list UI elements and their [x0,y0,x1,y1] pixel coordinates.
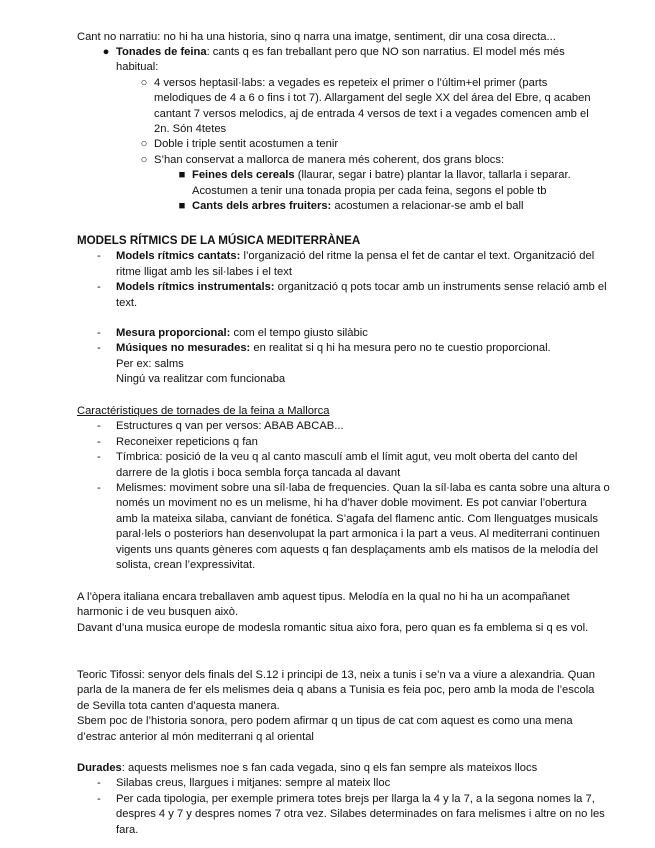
tonades-section [0,45,655,214]
caract-title: Caractéristiques de tornades de la feina a Mallorca [77,405,330,417]
tonades-block-item: ■ Feines dels cereals (llaurar, segar i batre) plantar la llavor, tallarla i separar. Acostumen a tenir una tonada propia per cada feina, segons el poble tb [192,168,605,199]
bullet-circle-icon: ○ [140,138,148,151]
durades-section [0,761,655,838]
dash-icon: - [97,435,101,448]
durades-item: - Per cada tipologia, per exemple primera totes brejs per llarga la 4 y la 7, a la segona nomes la 7, despres 4 y 7 y despres nomes 7 otra vez. Silabes determinades on fara melismes i altre on no les fara. [97,792,605,836]
caract-item: - Reconeixer repeticions q fan [116,435,611,450]
models-item: - Mesura proporcional: com el tempo giusto silàbic [116,326,607,341]
caract-item: - Estructures q van per versos: ABAB ABCAB... [116,419,611,434]
teoric-paragraph: Sbem poc de l’historia sonora, pero podem afirmar q un tipus de cat com aquest es como una mena d’estrac anterior al món mediterrani q al oriental [77,715,573,743]
opera-paragraph: Davant d’una musica europe de modesla romantic situa aixo fora, pero quan es fa emblema si q es vol. [77,621,589,634]
tonades-sub-item: ○ Doble i triple sentit acostumen a tenir [154,137,607,152]
bullet-circle-icon: ○ [140,153,148,166]
tonades-sub-item: ○ 4 versos heptasil·labs: a vegades es repeteix el primer o l’últim+el primer (parts melodiques de 4 a 6 o fins i tot 7). Allargament del segle XX del área del Ebre, q acaben cantant 7 versos melodics, aj de entrada 4 versos de text i a vegades comencen amb el 2n. Són 4tetes [154,76,607,138]
caract-section [0,404,655,573]
models-section [0,233,655,388]
models-item: - Músiques no mesurades: en realitat si q hi ha mesura pero no te cuestio proporcional. Per ex: salms Ningú va realitzar com funcionaba [97,342,551,386]
durades-item: - Silabas creus, llargues i mitjanes: sempre al mateix lloc [116,776,607,791]
opera-paragraph: A l’òpera italiana encara treballaven amb aquest tipus. Melodía en la qual no hi ha un acompañanet harmonic i de veu busquen això. [77,591,570,619]
bullet-square-icon: ■ [178,200,186,213]
dash-icon: - [97,327,101,340]
caract-item: - Melismes: moviment sobre una síl·laba de frequencies. Quan la síl·laba es canta sobre una altura o només un moviment no es un melisme, hi ha d’haver doble moviment. Es pot canviar l’obertura amb la mateixa silaba, canviant de fonética. S’agafa del flamenc antic. Com llenguatges musicals paral·lels o posteriors han desenvolupat la part armonica i la part a veus. Al mediterrani continuen vigents uns quants gèneres com aquests q fan desplaçaments amb els matisos de la melodía del solista, crean l’expressivitat. [97,482,610,572]
durades-paragraph: Durades: aquests melismes noe s fan cada vegada, sino q els fan sempre als mateixos llocs [77,762,538,774]
models-item: - Models rítmics cantats: l’organizació del ritme la pensa el fet de cantar el text. Organització del ritme lligat amb les sil·labes i el text [97,250,595,278]
tonades-label: Tonades de feina [116,46,207,58]
teoric-section [0,668,655,745]
dash-icon: - [97,420,101,433]
dash-icon: - [97,777,101,790]
dash-icon: - [97,792,101,805]
models-item: - Models rítmics instrumentals: organització q pots tocar amb un instruments sense relació amb el text. [97,281,607,309]
bullet-dot-icon: ● [102,46,110,58]
bullet-circle-icon: ○ [140,76,148,89]
opera-section [0,590,655,636]
tonades-bullet [102,45,607,76]
intro-line: Cant no narratiu: no hi ha una historia, sino q narra una imatge, sentiment, dir una cosa directa... [77,31,556,43]
dash-icon: - [97,250,101,263]
teoric-paragraph: Teoric Tifossi: senyor dels finals del S.12 i principi de 13, neix a tunis i se’n va a viure a alexandria. Quan parla de la manera de fer els melismes deia q abans a Tunisia es feia poc, pero amb la moda de l’escola de Sevilla tota canten d’aquesta manera. [77,669,596,712]
bullet-square-icon: ■ [178,169,186,182]
dash-icon: - [97,342,101,355]
tonades-sub-item: ○ S’han conservat a mallorca de manera més coherent, dos grans blocs: [154,153,607,168]
caract-item: - Tímbrica: posició de la veu q al canto masculí amb el límit agut, veu molt oberta del canto del darrere de la glotis i boca sembla força tancada al davant [97,451,578,479]
tonades-block-item: ■ Cants dels arbres fruiters: acostumen a relacionar-se amb el ball [192,199,605,214]
dash-icon: - [97,281,101,294]
dash-icon: - [97,451,101,464]
dash-icon: - [97,482,101,495]
tonades-text: : cants q es fan treballant pero que NO son narratius. El model més més habitual: [116,46,565,74]
models-heading: MODELS RÍTMICS DE LA MÚSICA MEDITERRÀNEA [77,234,361,247]
